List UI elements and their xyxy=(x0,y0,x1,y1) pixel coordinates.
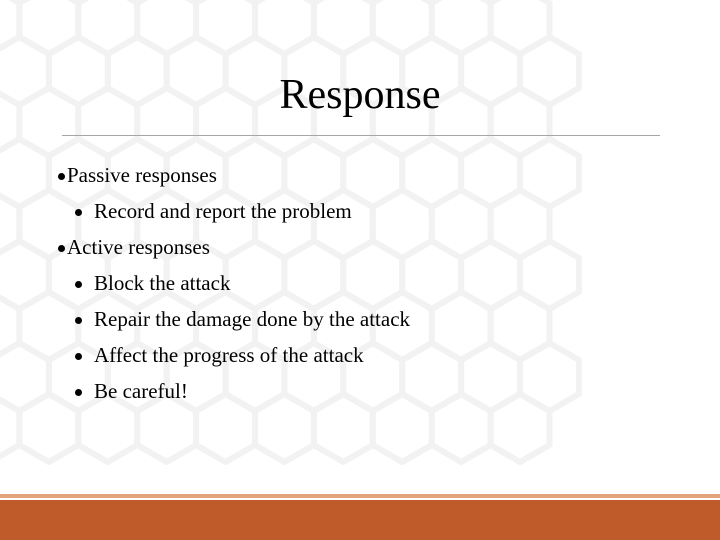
bullet-text: Repair the damage done by the attack xyxy=(94,307,411,331)
sub-bullet-item xyxy=(75,337,364,373)
bullet-text: Affect the progress of the attack xyxy=(94,343,364,367)
sub-bullet-item xyxy=(75,193,352,229)
bullet-item xyxy=(58,157,217,193)
bullet-text: Passive responses xyxy=(67,163,217,187)
bullet-text: Active responses xyxy=(67,235,210,259)
bullet-text: Record and report the problem xyxy=(94,199,352,223)
bullet-dot-icon xyxy=(75,317,82,324)
bullet-dot-icon xyxy=(75,281,82,288)
sub-bullet-item xyxy=(75,265,230,301)
bullet-dot-icon xyxy=(58,173,65,180)
bullet-text: Be careful! xyxy=(94,379,188,403)
bullet-text: Block the attack xyxy=(94,271,231,295)
sub-bullet-item xyxy=(75,373,188,409)
bullet-dot-icon xyxy=(75,209,82,216)
footer-accent-bar xyxy=(0,500,720,540)
footer-accent-line xyxy=(0,494,720,498)
bullet-dot-icon xyxy=(58,245,65,252)
bullet-dot-icon xyxy=(75,389,82,396)
sub-bullet-item xyxy=(75,301,410,337)
slide-title-text: Response xyxy=(279,72,441,118)
bullet-item xyxy=(58,229,210,265)
bullet-dot-icon xyxy=(75,353,82,360)
